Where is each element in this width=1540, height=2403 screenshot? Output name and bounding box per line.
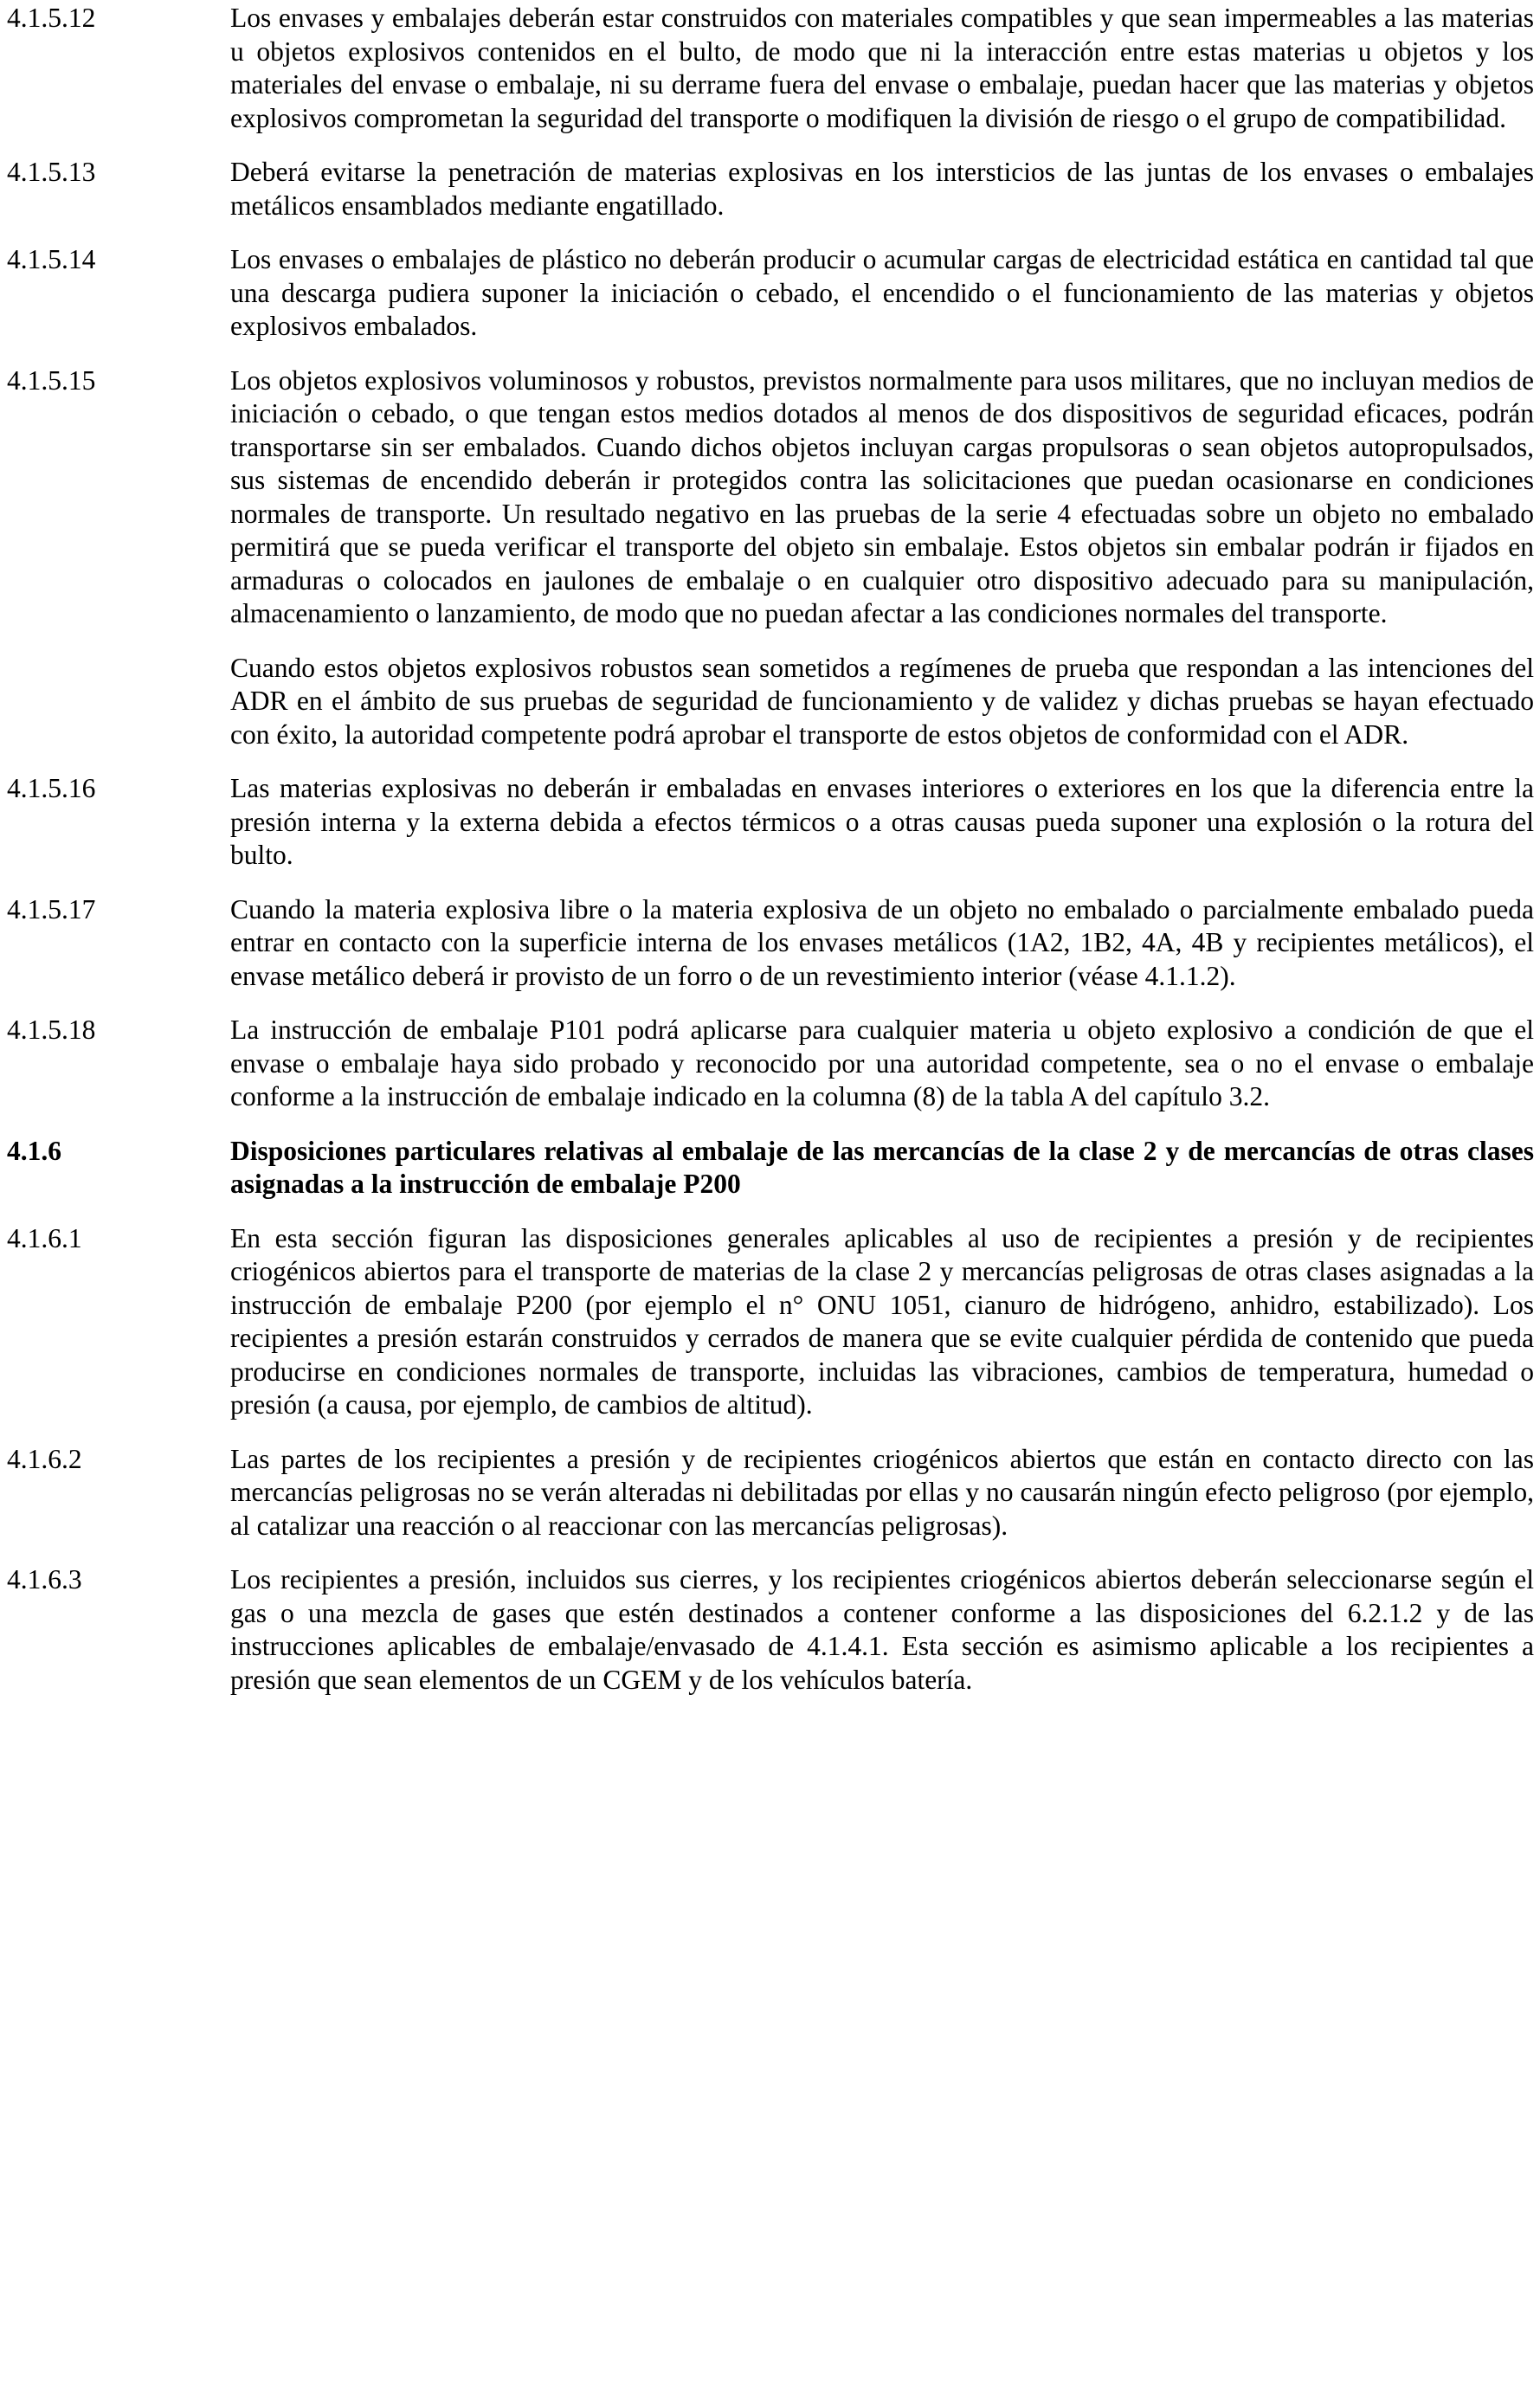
section-text: Los objetos explosivos voluminosos y robustos, previstos normalmente para usos militares, que no incluyan medios de iniciación o cebado, o que tengan estos medios dotados al menos de dos dispositivos de seguridad eficaces, podrán transportarse sin ser embalados. Cuando dichos objetos incluyan cargas propulsoras o sean objetos autopropulsados, sus sistemas de encendido deberán ir protegidos contra las solicitaciones que puedan ocasionarse en condiciones normales de transporte. Un resultado negativo en las pruebas de la serie 4 efectuadas sobre un objeto no embalado permitirá que se pueda verificar el transporte del objeto sin embalaje. Estos objetos sin embalar podrán ir fijados en armaduras o colocados en jaulones de embalaje o en cualquier otro dispositivo adecuado para su manipulación, almacenamiento o lanzamiento, de modo que no puedan afectar a las condiciones normales del transporte. xyxy=(230,364,1534,628)
section-text: Cuando estos objetos explosivos robustos sean sometidos a regímenes de prueba que respondan a las intenciones del ADR en el ámbito de sus pruebas de seguridad de funcionamiento y de validez y dichas pruebas se hayan efectuado con éxito, la autoridad competente podrá aprobar el transporte de estos objetos de conformidad con el ADR. xyxy=(230,652,1534,750)
section-4-1-5-14 xyxy=(7,243,1534,344)
section-text: Las partes de los recipientes a presión y de recipientes criogénicos abiertos que están en contacto directo con las mercancías peligrosas no se verán alteradas ni debilitadas por ellas y no causarán ningún efecto peligroso (por ejemplo, al catalizar una reacción o al reaccionar con las mercancías peligrosas). xyxy=(230,1443,1534,1541)
section-4-1-5-15-continued xyxy=(7,652,1534,752)
section-4-1-5-16 xyxy=(7,772,1534,873)
section-4-1-6-1 xyxy=(7,1222,1534,1422)
section-text: En esta sección figuran las disposiciones generales aplicables al uso de recipientes a presión y de recipientes criogénicos abiertos para el transporte de materias de la clase 2 y mercancías peligrosas de otras clases asignadas a la instrucción de embalaje P200 (por ejemplo el n° ONU 1051, cianuro de hidrógeno, anhidro, estabilizado). Los recipientes a presión estarán construidos y cerrados de manera que se evite cualquier pérdida de contenido que pueda producirse en condiciones normales de transporte, incluidas las vibraciones, cambios de temperatura, humedad o presión (a causa, por ejemplo, de cambios de altitud). xyxy=(230,1222,1534,1420)
section-number: 4.1.5.18 xyxy=(7,1015,96,1045)
section-number: 4.1.5.15 xyxy=(7,364,96,396)
section-number: 4.1.5.13 xyxy=(7,157,96,187)
section-number: 4.1.6 xyxy=(7,1135,61,1166)
section-number: 4.1.6.3 xyxy=(7,1564,82,1594)
section-4-1-5-17 xyxy=(7,893,1534,994)
section-4-1-6-3 xyxy=(7,1563,1534,1697)
section-4-1-5-18 xyxy=(7,1014,1534,1114)
section-number: 4.1.5.14 xyxy=(7,244,96,274)
section-number: 4.1.5.12 xyxy=(7,3,96,33)
section-text: Los envases y embalajes deberán estar construidos con materiales compatibles y que sean impermeables a las materias u objetos explosivos contenidos en el bulto, de modo que ni la interacción entre estas materias u objetos y los materiales del envase o embalaje, ni su derrame fuera del envase o embalaje, puedan hacer que las materias y objetos explosivos comprometan la seguridad del transporte o modifiquen la división de riesgo o el grupo de compatibilidad. xyxy=(230,3,1534,133)
section-text: La instrucción de embalaje P101 podrá aplicarse para cualquier materia u objeto explosivo a condición de que el envase o embalaje haya sido probado y reconocido por una autoridad competente, sea o no el envase o embalaje conforme a la instrucción de embalaje indicado en la columna (8) de la tabla A del capítulo 3.2. xyxy=(230,1015,1534,1111)
section-4-1-5-13 xyxy=(7,156,1534,222)
section-text: Los envases o embalajes de plástico no deberán producir o acumular cargas de electricidad estática en cantidad tal que una descarga pudiera suponer la iniciación o cebado, el encendido o el funcionamiento de las materias y objetos explosivos embalados. xyxy=(230,244,1534,341)
section-4-1-6-2 xyxy=(7,1443,1534,1543)
section-4-1-5-15 xyxy=(7,364,1534,631)
section-text: Cuando la materia explosiva libre o la materia explosiva de un objeto no embalado o parcialmente embalado pueda entrar en contacto con la superficie interna de los envases metálicos (1A2, 1B2, 4A, 4B y recipientes metálicos), el envase metálico deberá ir provisto de un forro o de un revestimiento interior (véase 4.1.1.2). xyxy=(230,893,1534,991)
section-4-1-6-heading xyxy=(7,1135,1534,1202)
section-number: 4.1.5.16 xyxy=(7,773,96,803)
section-number: 4.1.5.17 xyxy=(7,893,96,924)
section-heading: Disposiciones particulares relativas al embalaje de las mercancías de la clase 2 y de mercancías de otras clases asignadas a la instrucción de embalaje P200 xyxy=(230,1135,1534,1199)
section-text: Los recipientes a presión, incluidos sus cierres, y los recipientes criogénicos abiertos deberán seleccionarse según el gas o una mezcla de gases que estén destinados a contener conforme a las disposiciones del 6.2.1.2 y de las instrucciones aplicables de embalaje/envasado de 4.1.4.1. Esta sección es asimismo aplicable a los recipientes a presión que sean elementos de un CGEM y de los vehículos batería. xyxy=(230,1564,1534,1695)
section-number: 4.1.6.1 xyxy=(7,1222,82,1253)
section-number: 4.1.6.2 xyxy=(7,1443,82,1474)
section-text: Deberá evitarse la penetración de materias explosivas en los intersticios de las juntas de los envases o embalajes metálicos ensamblados mediante engatillado. xyxy=(230,157,1534,221)
document-page xyxy=(7,0,1534,1697)
section-text: Las materias explosivas no deberán ir embaladas en envases interiores o exteriores en los que la diferencia entre la presión interna y la externa debida a efectos térmicos o a otras causas pueda suponer una explosión o la rotura del bulto. xyxy=(230,773,1534,870)
section-4-1-5-12 xyxy=(7,2,1534,135)
